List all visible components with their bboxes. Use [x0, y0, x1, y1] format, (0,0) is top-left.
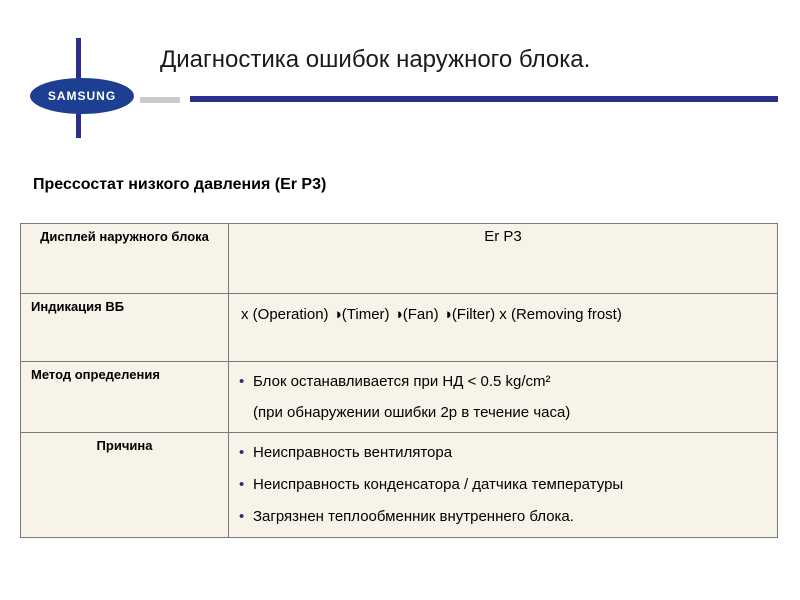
header-rule-blue: [190, 96, 778, 102]
method-line-1: • Блок останавливается при НД < 0.5 kg/cm²: [239, 366, 767, 398]
row-value-cause: [229, 433, 778, 538]
logo-text: SAMSUNG: [47, 89, 117, 103]
header-rule-gray: [140, 97, 180, 103]
cause-item: • Неисправность конденсатора / датчика температуры: [239, 469, 767, 501]
page-title: Диагностика ошибок наружного блока.: [160, 46, 591, 73]
diagnostics-table: [20, 223, 778, 538]
samsung-logo: [30, 78, 134, 114]
row-label-indication: Индикация ВБ: [21, 294, 229, 362]
table-row: [21, 362, 778, 433]
row-value-method: [229, 362, 778, 433]
table-row: [21, 433, 778, 538]
indication-text: х (Operation) ◑(Timer) ◑(Fan) ◑(Filter) х (Removing frost): [241, 306, 622, 323]
cause-item: • Неисправность вентилятора: [239, 437, 767, 469]
table-row: [21, 224, 778, 294]
row-value-display: Er P3: [229, 224, 778, 294]
method-line-2: (при обнаружении ошибки 2р в течение часа): [253, 404, 571, 421]
cause-item: • Загрязнен теплообменник внутреннего блока.: [239, 501, 767, 533]
section-subtitle: Прессостат низкого давления (Er P3): [33, 176, 327, 193]
row-label-method: Метод определения: [21, 362, 229, 433]
row-label-cause: Причина: [21, 433, 229, 538]
row-label-display: Дисплей наружного блока: [21, 224, 229, 294]
table-row: [21, 294, 778, 362]
row-value-indication: [229, 294, 778, 362]
